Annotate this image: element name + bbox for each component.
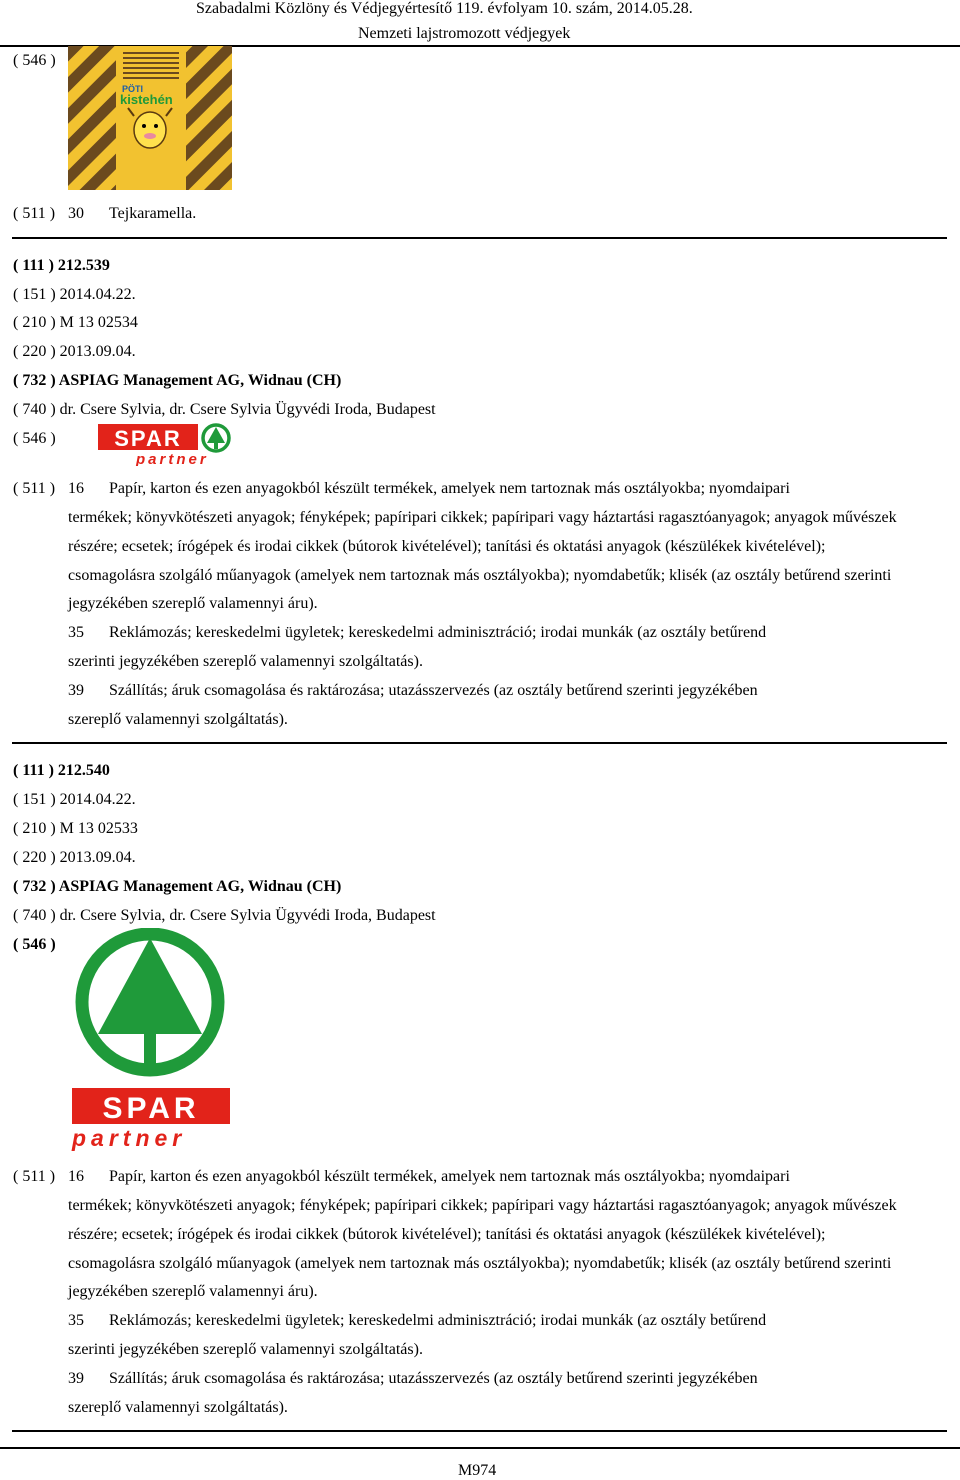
field-210: ( 210 ) M 13 02533 [13,820,138,837]
class-39-text: szereplő valamennyi szolgáltatás). [68,711,288,728]
class-39-first-line: Szállítás; áruk csomagolása és raktározása; utazásszervezés (az osztály betűrend szerinti jegyzékében [109,1370,758,1387]
field-740: ( 740 ) dr. Csere Sylvia, dr. Csere Sylvia Ügyvédi Iroda, Budapest [13,907,436,924]
entry-separator [12,742,947,744]
class-16-first-line: Papír, karton és ezen anyagokból készült termékek, amelyek nem tartoznak más osztályokba; nyomdaipari [109,480,790,497]
class-16-text: termékek; könyvkötészeti anyagok; fényképek; papíripari cikkek; papíripari vagy háztartási ragasztóanyagok; anyagok művészek részére; ecsetek; írógépek és irodai cikkek (bútorok kivételével); tanítási és oktatási anyagok (készülékek kivételével); csomagolásra szolgáló műanyagok (amelyek nem tartoznak más osztályokba); nyomdabetűk; klisék (az osztály betűrend szerinti jegyzékében szereplő valamennyi áru). [68,509,897,613]
field-546: ( 546 ) [13,936,56,953]
class-16-number: 16 [68,1168,84,1185]
field-732: ( 732 ) ASPIAG Management AG, Widnau (CH) [13,372,342,389]
field-111: ( 111 ) 212.540 [13,762,110,779]
class-text: Tejkaramella. [109,205,197,222]
logo-text-main: kistehén [120,92,173,107]
journal-title: Szabadalmi Közlöny és Védjegyértesítő 119. évfolyam 10. szám, 2014.05.28. [196,0,693,17]
class-39-first-line: Szállítás; áruk csomagolása és raktározása; utazásszervezés (az osztály betűrend szerinti jegyzékében [109,682,758,699]
field-511-label: ( 511 ) [13,480,56,497]
footer-rule [0,1447,960,1449]
spar-wordmark: SPAR [102,1092,200,1125]
class-35-text: szerinti jegyzékében szereplő valamennyi szolgáltatás). [68,653,423,670]
class-39-text: szereplő valamennyi szolgáltatás). [68,1399,288,1416]
class-39-number: 39 [68,1370,84,1387]
page-number: M974 [458,1462,497,1479]
entry-separator [12,1430,947,1432]
field-111: ( 111 ) 212.539 [13,257,110,274]
class-16-number: 16 [68,480,84,497]
class-35-first-line: Reklámozás; kereskedelmi ügyletek; kereskedelmi adminisztráció; irodai munkák (az osztály betűrend [109,624,767,641]
poti-kistehen-logo [68,46,232,190]
class-35-text: szerinti jegyzékében szereplő valamennyi szolgáltatás). [68,1341,423,1358]
class-35-first-line: Reklámozás; kereskedelmi ügyletek; kereskedelmi adminisztráció; irodai munkák (az osztály betűrend [109,1312,767,1329]
spar-partner-logo-small [98,422,234,466]
field-220: ( 220 ) 2013.09.04. [13,343,136,360]
partner-wordmark: partner [136,451,209,466]
field-511-label: ( 511 ) [13,1168,56,1185]
field-220: ( 220 ) 2013.09.04. [13,849,136,866]
field-732: ( 732 ) ASPIAG Management AG, Widnau (CH) [13,878,342,895]
field-151: ( 151 ) 2014.04.22. [13,286,136,303]
class-39-number: 39 [68,682,84,699]
spar-wordmark: SPAR [114,426,182,451]
section-title: Nemzeti lajstromozott védjegyek [358,25,571,42]
field-740: ( 740 ) dr. Csere Sylvia, dr. Csere Sylvia Ügyvédi Iroda, Budapest [13,401,436,418]
class-16-first-line: Papír, karton és ezen anyagokból készült termékek, amelyek nem tartoznak más osztályokba; nyomdaipari [109,1168,790,1185]
spar-partner-logo-large [66,928,236,1154]
field-151: ( 151 ) 2014.04.22. [13,791,136,808]
class-35-number: 35 [68,1312,84,1329]
partner-wordmark: partner [72,1125,187,1151]
logo-text-top: PÖTI [122,84,144,94]
class-16-text: termékek; könyvkötészeti anyagok; fényképek; papíripari cikkek; papíripari vagy háztartási ragasztóanyagok; anyagok művészek részére; ecsetek; írógépek és irodai cikkek (bútorok kivételével); tanítási és oktatási anyagok (készülékek kivételével); csomagolásra szolgáló műanyagok (amelyek nem tartoznak más osztályokba); nyomdabetűk; klisék (az osztály betűrend szerinti jegyzékében szereplő valamennyi áru). [68,1197,897,1301]
entry-separator [12,237,947,239]
class-35-number: 35 [68,624,84,641]
field-546: ( 546 ) [13,430,56,447]
class-number: 30 [68,205,84,222]
field-511-label: ( 511 ) [13,205,56,222]
field-210: ( 210 ) M 13 02534 [13,314,138,331]
field-546-label: ( 546 ) [13,52,56,69]
